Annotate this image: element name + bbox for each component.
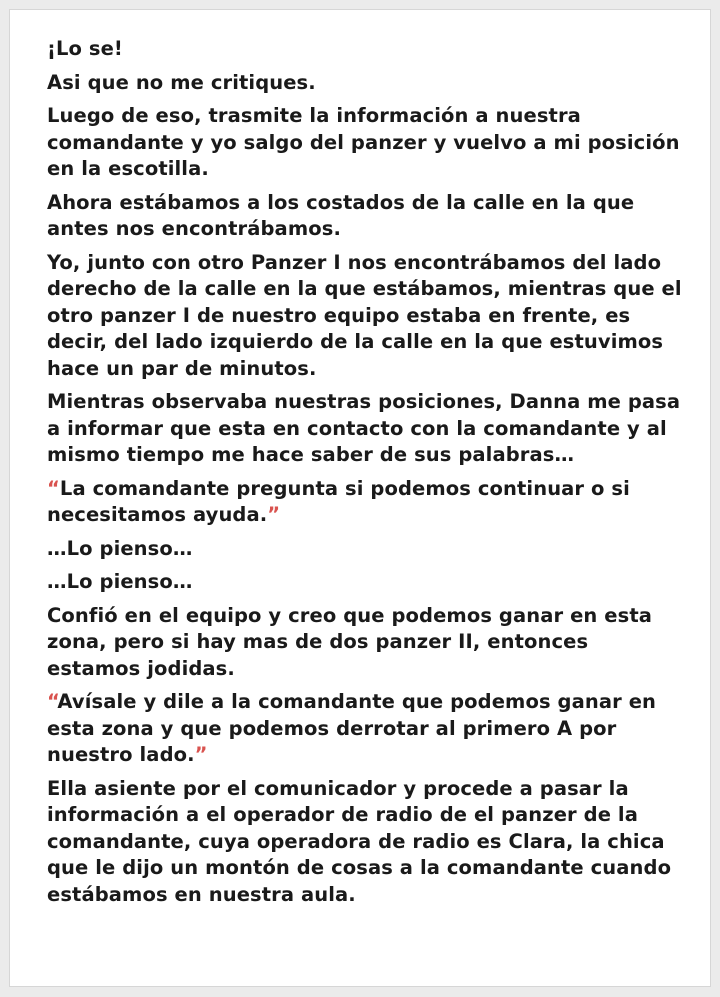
close-quote: ” [194,743,208,766]
paragraph-11-dialogue [47,689,687,769]
paragraph-text: La comandante pregunta si podemos continuar o si necesitamos ayuda. [47,476,630,526]
document-page [9,9,711,987]
paragraph-text: …Lo pienso… [47,536,193,560]
paragraph-text: Confió en el equipo y creo que podemos ganar en esta zona, pero si hay mas de dos panzer II, entonces estamos jodidas. [47,603,652,680]
paragraph-2 [47,70,687,97]
paragraph-12 [47,776,687,909]
paragraph-text: Ella asiente por el comunicador y procede a pasar la información a el operador de radio de el panzer de la comandante, cuya operadora de radio es Clara, la chica que le dijo un montón de cosas a la comandante cuando estábamos en nuestra aula. [47,776,672,906]
paragraph-8 [47,536,687,563]
open-quote: “ [47,690,58,713]
paragraph-7-dialogue [47,476,687,529]
paragraph-text: Avísale y dile a la comandante que podemos ganar en esta zona y que podemos derrotar al primero A por nuestro lado. [47,690,657,766]
paragraph-text: ¡Lo se! [47,37,123,60]
paragraph-text: Mientras observaba nuestras posiciones, Danna me pasa a informar que esta en contacto con la comandante y al mismo tiempo me hace saber de sus palabras… [47,390,681,466]
paragraph-text: …Lo pienso… [47,570,193,593]
paragraph-6 [47,389,687,469]
paragraph-10 [47,603,687,683]
paragraph-text: Yo, junto con otro Panzer I nos encontrábamos del lado derecho de la calle en la que estábamos, mientras que el otro panzer I de nuestro equipo estaba en frente, es decir, del lado izquierdo de la calle en la que estuvimos hace un par de minutos. [47,250,682,380]
close-quote: ” [267,503,281,526]
open-quote: “ [47,476,60,500]
paragraph-5 [47,250,687,383]
paragraph-1 [47,36,687,63]
document-body [47,36,687,915]
paragraph-text: Ahora estábamos a los costados de la calle en la que antes nos encontrábamos. [47,190,635,240]
paragraph-text: Luego de eso, trasmite la información a nuestra comandante y yo salgo del panzer y vuelvo a mi posición en la escotilla. [47,104,680,180]
paragraph-9 [47,569,687,596]
paragraph-4 [47,190,687,243]
paragraph-text: Asi que no me critiques. [47,70,316,94]
paragraph-3 [47,103,687,183]
